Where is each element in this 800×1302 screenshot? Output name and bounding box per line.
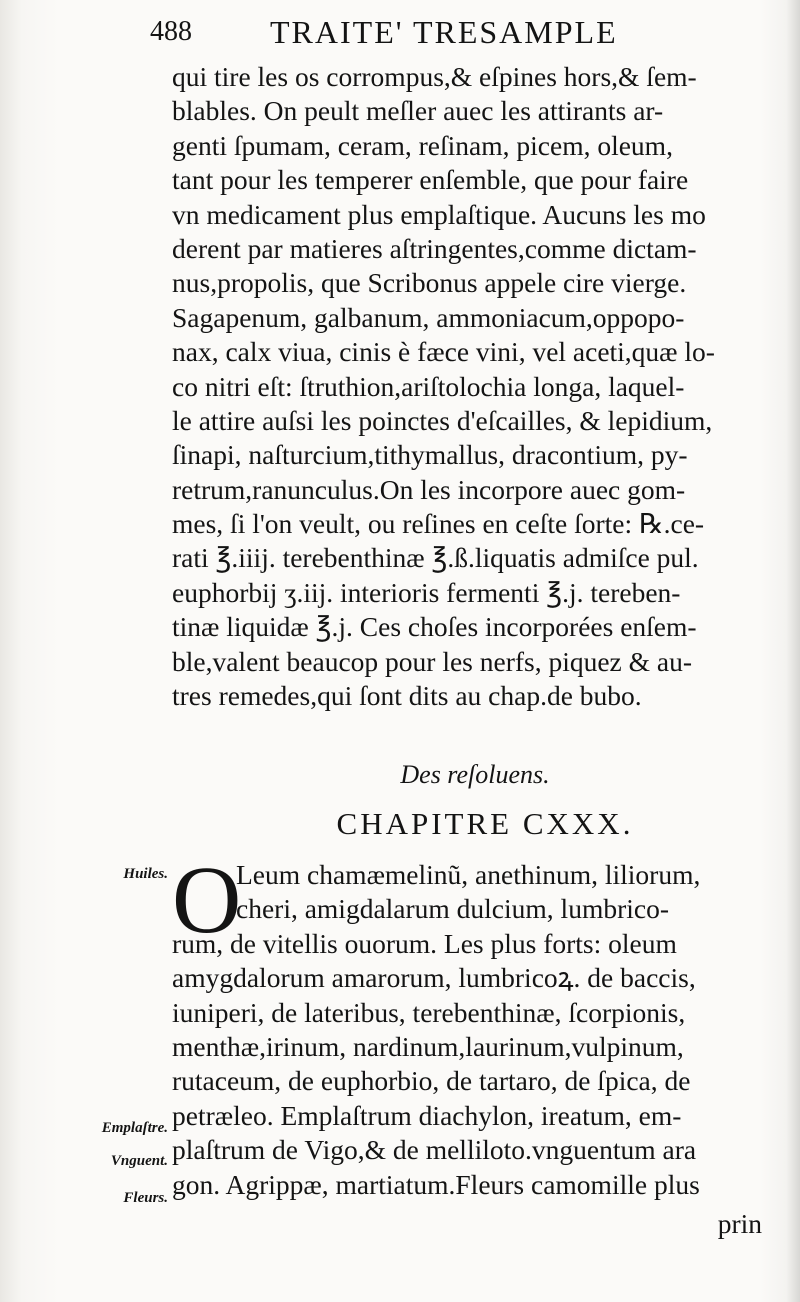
text-line: petræleo. Emplaſtrum diachylon, ireatum, em- <box>172 1099 682 1131</box>
text-line: rutaceum, de euphorbio, de tartaro, de ſpica, de <box>172 1065 691 1097</box>
text-line: Sagapenum, galbanum, ammoniacum,oppopo- <box>172 301 685 333</box>
text-line: ble,valent beaucop pour les nerfs, piquez & au- <box>172 645 693 677</box>
drop-cap: O <box>172 846 242 953</box>
text-line: genti ſpumam, ceram, reſinam, picem, oleum, <box>172 129 673 161</box>
chapter-heading: CHAPITRE CXXX. <box>336 806 634 841</box>
text-line: plaſtrum de Vigo,& de melliloto.vnguentum ara <box>172 1134 697 1166</box>
text-line: derent par matieres aſtringentes,comme dictam- <box>172 232 697 264</box>
margin-note-emplastre: Emplaſtre. <box>101 1120 168 1136</box>
text-line: retrum,ranunculus.On les incorpore auec gom- <box>172 473 686 505</box>
text-line: qui tire les os corrompus,& eſpines hors,& ſem- <box>172 61 697 92</box>
text-line: gon. Agrippæ, martiatum.Fleurs camomille plus <box>172 1168 700 1200</box>
text-line: tinæ liquidæ ℥.j. Ces choſes incorporées enſem- <box>172 611 697 643</box>
text-line: iuniperi, de lateribus, terebenthinæ, ſcorpionis, <box>172 996 686 1028</box>
text-line: cheri, amigdalarum dulcium, lumbrico- <box>236 893 669 925</box>
text-line: Leum chamæmelinũ, anethinum, liliorum, <box>236 859 701 890</box>
chapter-paragraph <box>172 846 766 1202</box>
text-line: vn medicament plus emplaſtique. Aucuns les mo <box>172 198 706 230</box>
text-line: blables. On peult meſler auec les attirants ar- <box>172 95 664 127</box>
text-line: ſinapi, naſturcium,tithymallus, dracontium, py- <box>172 439 688 471</box>
section-title: Des reſoluens. <box>400 760 550 789</box>
text-line: tres remedes,qui ſont dits au chap.de bubo. <box>172 680 642 712</box>
catchword: prin <box>717 1208 762 1239</box>
running-title: TRAITE' TRESAMPLE <box>270 14 618 50</box>
margin-note-huiles: Huiles. <box>123 866 168 882</box>
text-line: amygdalorum amarorum, lumbricoꝝ. de baccis, <box>172 962 696 994</box>
text-line: euphorbij ʒ.iij. interioris fermenti ℥.j. tereben- <box>172 576 681 608</box>
text-line: rum, de vitellis ouorum. Les plus forts: oleum <box>172 927 677 959</box>
margin-note-vnguent: Vnguent. <box>110 1153 168 1169</box>
text-line: rati ℥.iiij. terebenthinæ ℥.ß.liquatis admiſce pul. <box>172 542 699 574</box>
text-line: co nitri eſt: ſtruthion,ariſtolochia longa, laquel- <box>172 370 685 402</box>
page-number: 488 <box>150 16 192 47</box>
body-paragraph <box>172 60 766 713</box>
text-line: le attire auſsi les poinctes d'eſcailles, & lepidium, <box>172 404 713 436</box>
text-line: nus,propolis, que Scribonus appele cire vierge. <box>172 267 687 299</box>
page-header <box>150 12 710 56</box>
margin-note-fleurs: Fleurs. <box>123 1190 168 1206</box>
text-line: menthæ,irinum, nardinum,laurinum,vulpinum, <box>172 1030 684 1062</box>
page-edge-shadow <box>786 0 800 1302</box>
text-line: mes, ſi l'on veult, ou reſines en ceſte ſorte: ℞.ce- <box>172 508 705 540</box>
text-line: nax, calx viua, cinis è fæce vini, vel aceti,quæ lo- <box>172 336 715 368</box>
text-line: tant pour les temperer enſemble, que pour faire <box>172 164 689 196</box>
